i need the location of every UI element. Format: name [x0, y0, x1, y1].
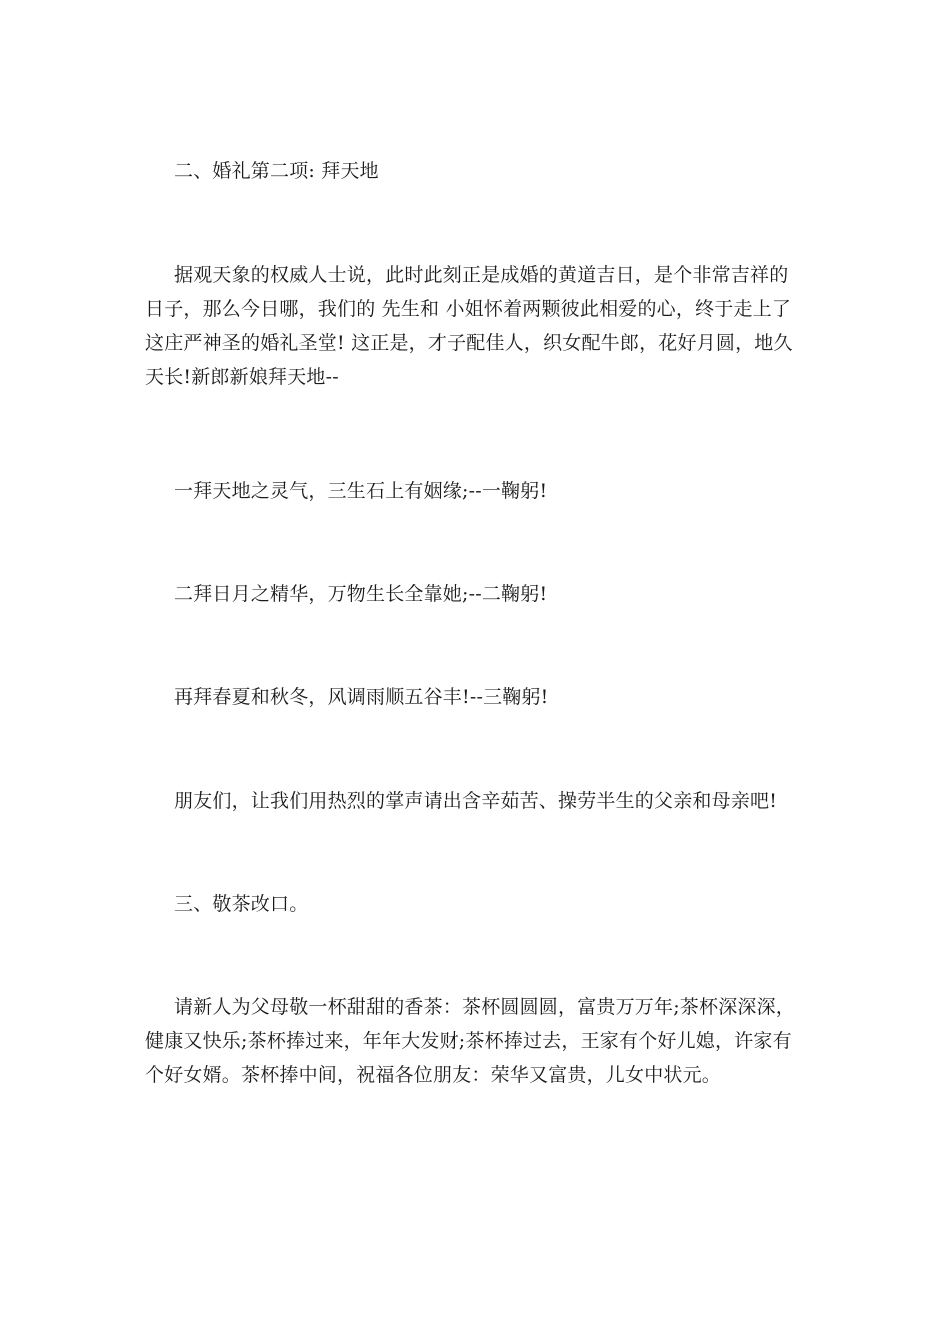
paragraph-tea: 请新人为父母敬一杯甜甜的香茶：茶杯圆圆圆，富贵万万年;茶杯深深深，健康又快乐;茶杯捧过来，年年大发财;茶杯捧过去，王家有个好儿媳，许家有个好女婿。茶杯捧中间，祝福各位朋友：荣华又富贵，儿女中状元。 — [145, 996, 796, 1086]
paragraph-bow-3: 再拜春夏和秋冬，风调雨顺五谷丰!--三鞠躬! — [174, 686, 549, 708]
paragraph-bow-1: 一拜天地之灵气，三生石上有姻缘;--一鞠躬! — [174, 480, 548, 502]
paragraph-bow-2: 二拜日月之精华，万物生长全靠她;--二鞠躬! — [174, 583, 548, 605]
section-heading-2: 二、婚礼第二项: 拜天地 — [174, 160, 379, 182]
paragraph-blessing: 据观天象的权威人士说，此时此刻正是成婚的黄道吉日，是个非常吉祥的日子，那么今日哪，我们的 先生和 小姐怀着两颗彼此相爱的心，终于走上了这庄严神圣的婚礼圣堂! 这正是，才子配佳人，织女配牛郎，花好月圆，地久天长!新郎新娘拜天地-- — [145, 264, 793, 388]
paragraph-parents: 朋友们，让我们用热烈的掌声请出含辛茹苦、操劳半生的父亲和母亲吧! — [174, 790, 778, 812]
section-heading-3: 三、敬茶改口。 — [174, 893, 309, 915]
